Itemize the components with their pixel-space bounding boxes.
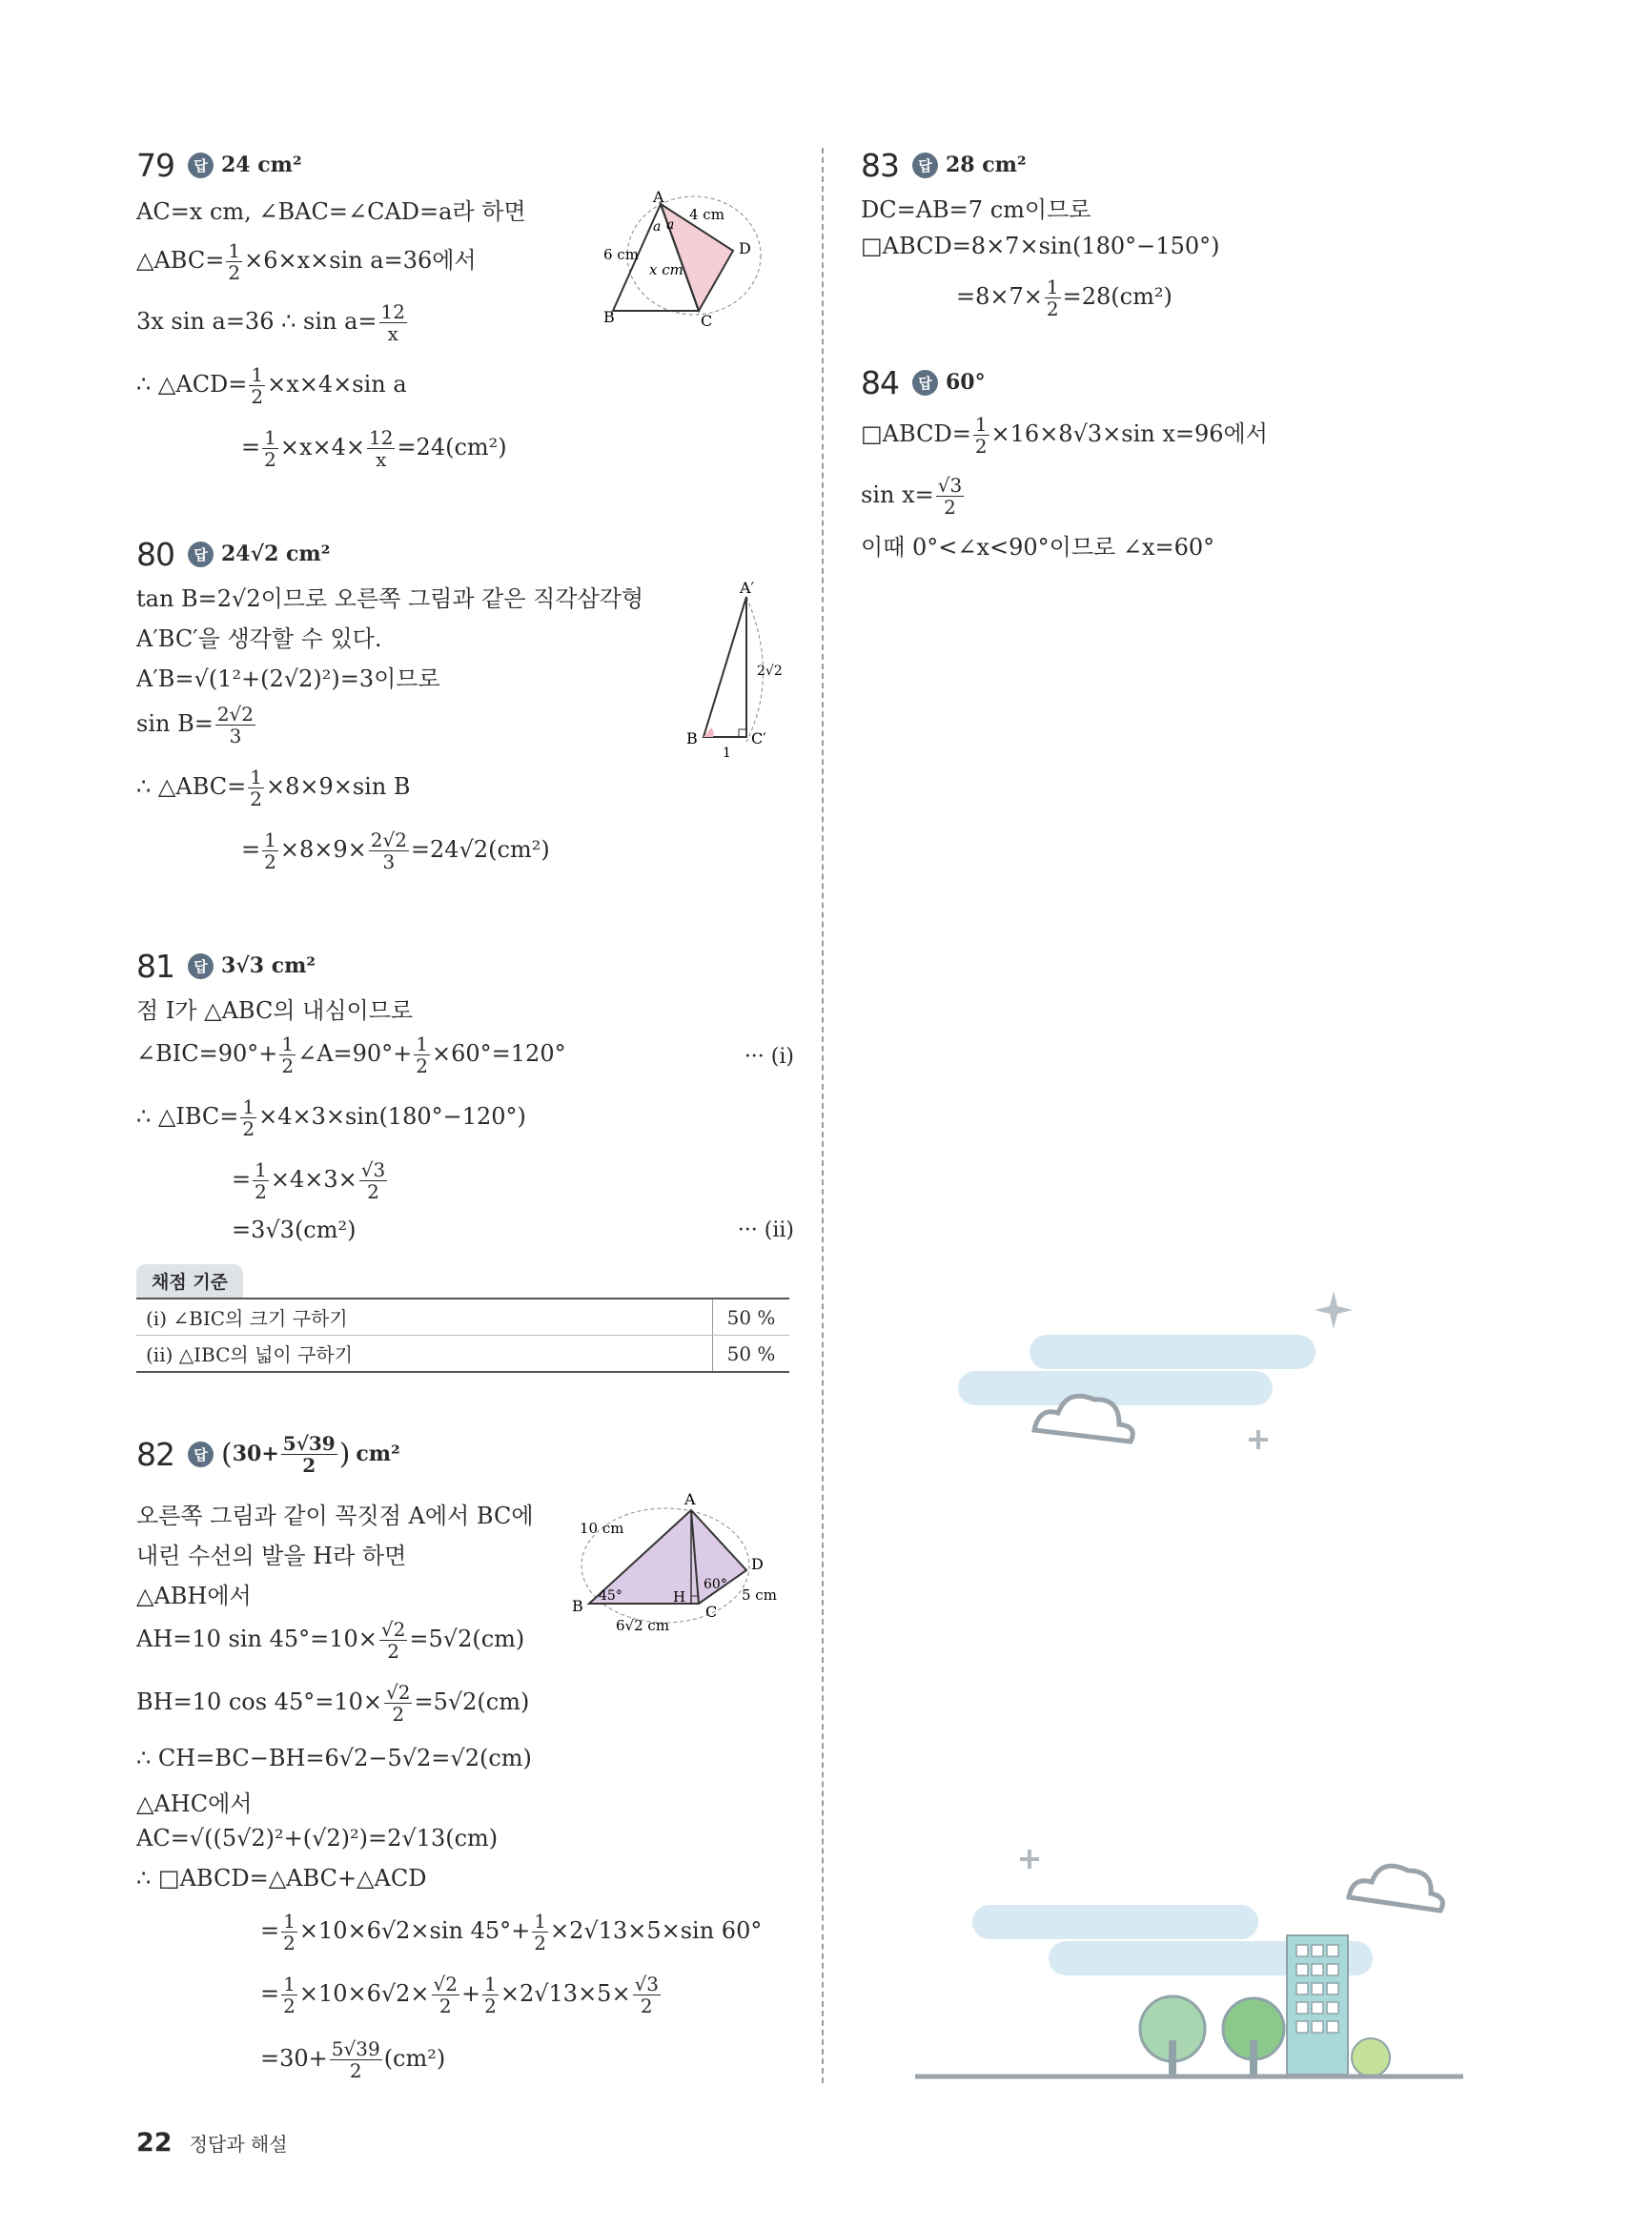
side-label: x cm xyxy=(649,261,683,278)
solution-line: A′BC′을 생각할 수 있다. xyxy=(136,625,382,652)
problem-82-header: 82 답 ( 30+ $\frac{5√39}{2}$ ) cm² xyxy=(136,1431,400,1477)
problem-84-header xyxy=(861,360,1519,404)
solution-line: sin B= $\frac{2√2}{3}$ xyxy=(136,703,255,747)
problem-81-header xyxy=(136,944,794,988)
solution-line: ∠BIC=90°+ $\frac{1}{2}$ ∠A=90°+ $\frac{1}{2}$ ×60°=120° xyxy=(136,1033,566,1077)
answer-badge: 답 xyxy=(188,542,214,567)
vertex-label: B xyxy=(686,729,698,747)
table-row xyxy=(136,1299,789,1336)
column-divider xyxy=(822,148,824,2083)
side-label: 6 cm xyxy=(603,246,639,263)
page-footer xyxy=(136,2128,288,2158)
vertex-label: C′ xyxy=(751,729,766,747)
angle-label: a xyxy=(653,219,662,235)
vertex-label: H xyxy=(673,1588,686,1606)
answer-badge: 답 xyxy=(188,1442,214,1467)
solution-line: ∴ △IBC= $\frac{1}{2}$ ×4×3×sin(180°−120°) xyxy=(136,1095,526,1140)
problem-84 xyxy=(861,360,1519,561)
grading-title: 채점 기준 xyxy=(136,1264,243,1298)
problem-79 xyxy=(136,143,794,471)
answer: 24 cm² xyxy=(221,153,302,177)
side-label: 6√2 cm xyxy=(616,1617,670,1634)
vertex-label: D xyxy=(739,239,751,257)
solution-line: 오른쪽 그림과 같이 꼭짓점 A에서 BC에 xyxy=(136,1503,534,1529)
angle-label: 60° xyxy=(704,1577,727,1592)
bush-icon xyxy=(1352,2038,1390,2077)
figure-80 xyxy=(675,580,789,761)
solution-line: △ABC= $\frac{1}{2}$ ×6×x×sin a=36에서 xyxy=(136,239,477,284)
side-label: 1 xyxy=(723,746,731,761)
solution-line: = $\frac{1}{2}$ ×x×4× $\frac{12}{x}$ =24(cm²) xyxy=(241,426,507,471)
answer: 24√2 cm² xyxy=(221,542,331,566)
answer: 30+ xyxy=(232,1442,279,1466)
solution-line: ∴ □ABCD=△ABC+△ACD xyxy=(136,1865,427,1892)
figure-79 xyxy=(603,189,794,341)
problem-83-header xyxy=(861,143,1519,187)
criterion: (ii) △IBC의 넓이 구하기 xyxy=(136,1336,713,1373)
solution-line: □ABCD=8×7×sin(180°−150°) xyxy=(861,233,1220,259)
vertex-label: A xyxy=(684,1490,696,1508)
vertex-label: C xyxy=(705,1603,718,1621)
answer: 3√3 cm² xyxy=(221,953,316,978)
cloud-icon xyxy=(1349,1866,1442,1911)
page-number: 22 xyxy=(136,2128,173,2158)
solution-line: ∴ △ABC= $\frac{1}{2}$ ×8×9×sin B xyxy=(136,766,411,810)
solution-line: 내린 수선의 발을 H라 하면 xyxy=(136,1543,407,1569)
solution-line: =8×7× $\frac{1}{2}$ =28(cm²) xyxy=(956,276,1173,320)
problem-81 xyxy=(136,944,794,1366)
solution-line: = $\frac{1}{2}$ ×10×6√2×sin 45°+ $\frac{1}{2}$ ×2√13×5×sin 60° xyxy=(260,1910,763,1954)
percent: 50 % xyxy=(713,1299,790,1336)
side-label: 10 cm xyxy=(580,1520,624,1537)
solution-line: =30+ $\frac{5√39}{2}$ (cm²) xyxy=(260,2037,446,2082)
solution-line: sin x= $\frac{√3}{2}$ xyxy=(861,474,963,519)
vertex-label: C xyxy=(701,312,713,330)
angle-label: a xyxy=(666,217,675,233)
grading-criteria xyxy=(136,1298,789,1373)
table-row xyxy=(136,1336,789,1373)
solution-line: AC=x cm, ∠BAC=∠CAD=a라 하면 xyxy=(136,198,526,225)
vertex-label: A xyxy=(653,189,664,206)
solution-line: 3x sin a=36 ∴ sin a= $\frac{12}{x}$ xyxy=(136,300,405,345)
answer-badge: 답 xyxy=(188,153,214,178)
side-label: 2√2 xyxy=(757,664,783,679)
vertex-label: A′ xyxy=(740,580,755,597)
vertex-label: D xyxy=(751,1555,764,1573)
solution-line: △AHC에서 xyxy=(136,1790,253,1817)
step-tag: ··· (ii) xyxy=(737,1218,794,1242)
answer-badge: 답 xyxy=(912,370,938,396)
vertex-label: B xyxy=(572,1597,583,1615)
grading-table xyxy=(136,1264,789,1373)
criterion: (i) ∠BIC의 크기 구하기 xyxy=(136,1299,713,1336)
solution-line: tan B=2√2이므로 오른쪽 그림과 같은 직각삼각형 xyxy=(136,585,644,612)
solution-line: 점 I가 △ABC의 내심이므로 xyxy=(136,997,414,1024)
solution-line: 이때 0°<∠x<90°이므로 ∠x=60° xyxy=(861,534,1215,561)
solution-line: = $\frac{1}{2}$ ×4×3× $\frac{√3}{2}$ xyxy=(232,1158,386,1203)
plus-icon xyxy=(1249,1430,1268,1449)
solution-line: BH=10 cos 45°=10× $\frac{√2}{2}$ =5√2(cm) xyxy=(136,1681,530,1726)
solution-line: = $\frac{1}{2}$ ×8×9× $\frac{2√2}{3}$ =24√2(cm²) xyxy=(241,829,550,873)
solution-line: □ABCD= $\frac{1}{2}$ ×16×8√3×sin x=96에서 xyxy=(861,413,1268,458)
angle-label: 45° xyxy=(599,1588,622,1604)
problem-number: 83 xyxy=(861,146,899,184)
solution-line: DC=AB=7 cm이므로 xyxy=(861,196,1091,223)
plus-icon xyxy=(1020,1850,1039,1869)
footer-text: 정답과 해설 xyxy=(189,2133,288,2156)
problem-83 xyxy=(861,143,1519,320)
solution-line: AH=10 sin 45°=10× $\frac{√2}{2}$ =5√2(cm) xyxy=(136,1618,525,1663)
side-label: 4 cm xyxy=(689,206,724,223)
figure-82 xyxy=(570,1489,789,1642)
problem-number: 82 xyxy=(136,1435,174,1473)
city-illustration xyxy=(915,1840,1478,2088)
solution-line: ∴ △ACD= $\frac{1}{2}$ ×x×4×sin a xyxy=(136,363,407,408)
solution-line: =3√3(cm²) xyxy=(232,1217,357,1243)
sparkle-icon xyxy=(1315,1291,1353,1329)
solution-line: AC=√((5√2)²+(√2)²)=2√13(cm) xyxy=(136,1825,499,1852)
problem-number: 84 xyxy=(861,363,899,401)
problem-82 xyxy=(136,1421,794,2082)
problem-number: 80 xyxy=(136,535,174,573)
vertex-label: B xyxy=(603,308,615,326)
solution-line: ∴ CH=BC−BH=6√2−5√2=√2(cm) xyxy=(136,1745,532,1771)
problem-80 xyxy=(136,532,794,873)
answer: 60° xyxy=(946,370,986,395)
cloud-illustration xyxy=(953,1278,1487,1468)
solution-line: △ABH에서 xyxy=(136,1583,252,1609)
answer-badge: 답 xyxy=(188,953,214,979)
problem-number: 81 xyxy=(136,947,174,985)
answer-badge: 답 xyxy=(912,153,938,178)
solution-line: = $\frac{1}{2}$ ×10×6√2× $\frac{√2}{2}$ + $\frac{1}{2}$ ×2√13×5× $\frac{√3}{2}$ xyxy=(260,1973,660,2017)
solution-line: A′B=√(1²+(2√2)²)=3이므로 xyxy=(136,665,440,692)
problem-79-header xyxy=(136,143,794,187)
answer: 28 cm² xyxy=(946,153,1027,177)
side-label: 5 cm xyxy=(742,1586,777,1604)
percent: 50 % xyxy=(713,1336,790,1373)
step-tag: ··· (i) xyxy=(744,1045,794,1069)
problem-number: 79 xyxy=(136,146,174,184)
problem-80-header xyxy=(136,532,794,576)
